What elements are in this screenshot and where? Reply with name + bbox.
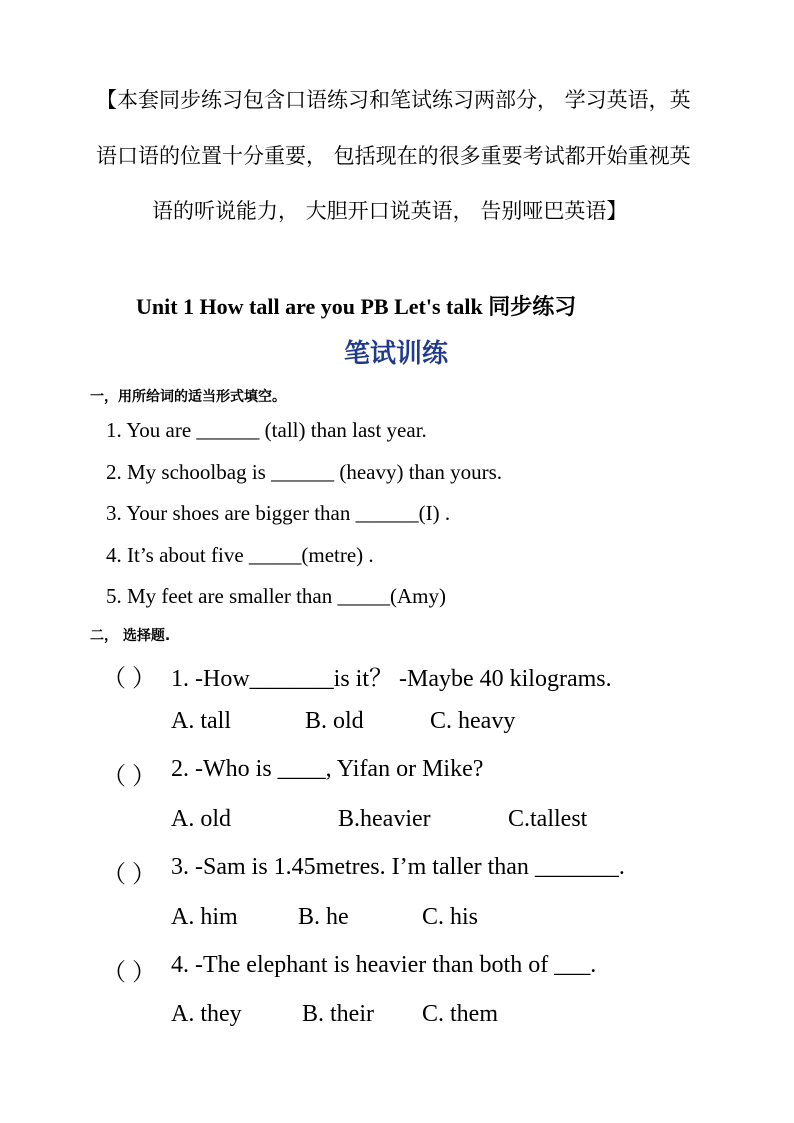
question-2-text: 2. -Who is ____, Yifan or Mike? <box>171 756 484 782</box>
question-2-option-b: B.heavier <box>338 806 431 832</box>
fill-item-1: 1. You are ______ (tall) than last year. <box>106 418 427 442</box>
question-3-bracket: （ ） <box>102 862 156 888</box>
fill-item-5: 5. My feet are smaller than _____(Amy) <box>106 584 446 608</box>
question-1-text: 1. -How_______is it？ -Maybe 40 kilograms. <box>171 666 612 692</box>
question-1-option-c: C. heavy <box>430 708 516 734</box>
intro-line-2: 语口语的位置十分重要， 包括现在的很多重要考试都开始重视英 <box>96 144 691 168</box>
question-2-option-c: C.tallest <box>508 806 588 832</box>
intro-line-3: 语的听说能力， 大胆开口说英语， 告别哑巴英语】 <box>152 199 628 223</box>
fill-item-2: 2. My schoolbag is ______ (heavy) than yours. <box>106 460 503 484</box>
question-1-option-b: B. old <box>305 708 364 734</box>
question-4-option-b: B. their <box>302 1001 374 1027</box>
question-3-option-a: A. him <box>171 904 238 930</box>
question-4-option-c: C. them <box>422 1001 498 1027</box>
question-4-option-a: A. they <box>171 1001 242 1027</box>
fill-item-3: 3. Your shoes are bigger than ______(I) . <box>106 501 451 525</box>
page-title: Unit 1 How tall are you PB Let's talk 同步练习 <box>136 294 577 319</box>
question-1-option-a: A. tall <box>171 708 231 734</box>
question-4-text: 4. -The elephant is heavier than both of ___. <box>171 952 597 978</box>
question-1-bracket: （ ） <box>102 666 156 692</box>
section-2-heading: 二， 选择题. <box>90 628 171 644</box>
question-2-option-a: A. old <box>171 806 231 832</box>
question-3-text: 3. -Sam is 1.45metres. I’m taller than _______. <box>171 854 625 880</box>
section-1-heading: 一，用所给词的适当形式填空。 <box>90 389 286 405</box>
question-3-option-c: C. his <box>422 904 479 930</box>
intro-line-1: 【本套同步练习包含口语练习和笔试练习两部分， 学习英语，英 <box>96 88 691 112</box>
page-subtitle: 笔试训练 <box>344 339 449 369</box>
fill-item-4: 4. It’s about five _____(metre) . <box>106 543 374 567</box>
question-4-bracket: （ ） <box>102 960 156 986</box>
question-2-bracket: （ ） <box>102 764 156 790</box>
question-3-option-b: B. he <box>298 904 349 930</box>
